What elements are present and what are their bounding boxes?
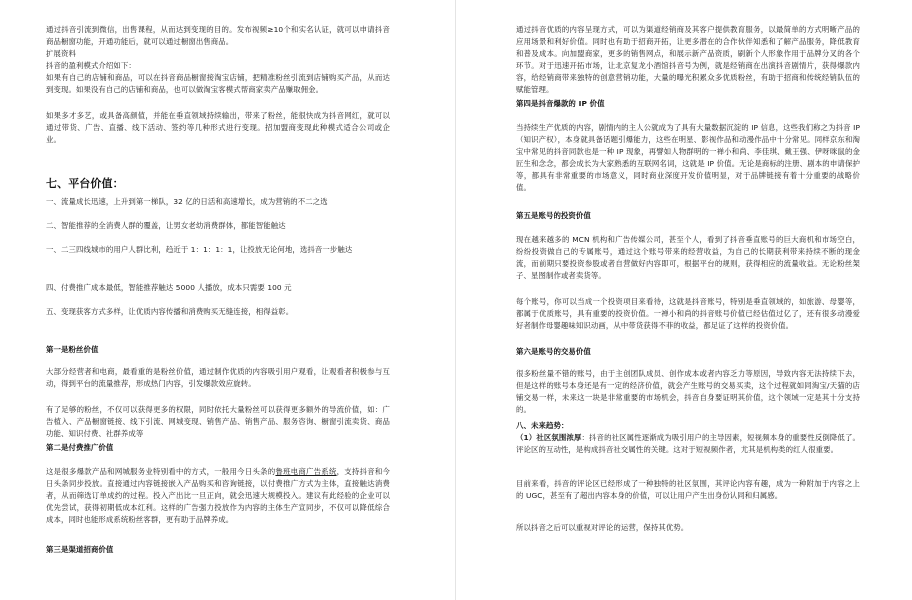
fans-value-heading: 第一是粉丝价值 (46, 345, 99, 354)
account-investment-paragraph-2: 每个账号，你可以当成一个投资项目来看待，这就是抖音账号，特别是垂直领域的，如旅游、母婴等，都属于优质账号，具有重要的投资价值。一禅小和尚的抖音账号价值已经估值过亿了，还有很多动漫爱好者制作母婴趣味知识动画，从中带货获得不菲的收益，都足证了这样的投资价值。 (516, 297, 860, 330)
extended-info-label: 扩展资料 (46, 49, 76, 58)
account-trade-paragraph: 很多粉丝量不错的账号，由于主创团队成员、创作成本或者内容乏力等原因，导致内容无法持续下去，但是这样的账号本身还是有一定的经济价值，就会产生账号的交易买卖，这个过程就如同淘宝/天猫的店铺交易一样，未来这一块是非常重要的市场机会，抖音自身要证明其价值，这个领域一定是其十分支持的。 (516, 369, 860, 414)
page-divider (455, 0, 456, 600)
platform-value-5: 五、变现获客方式多样，让优质内容传播和消费购买无缝连接，相得益彰。 (46, 307, 294, 316)
platform-value-4: 四、付费推广成本最低，智能推荐触达 5000 人播放，成本只需要 100 元 (46, 283, 292, 292)
account-trade-heading: 第六是账号的交易价值 (516, 347, 591, 356)
community-atmosphere-label: （1）社区氛围浓厚 (516, 433, 582, 442)
section-7-heading: 七、平台价值： (46, 177, 124, 190)
paid-promotion-paragraph: 这是很多爆款产品和网城服务业特别看中的方式，一般用今日头条的鲁班电商广告系统，支持抖音和今日头条同步投放。直接通过内容链接嵌入产品购买和咨询链接，以付费推广方式为主体，直接触达消费者，从而筛选订单成约的过程。投入产出比一旦正向，就会迅速大规模投入。建议有此经验的企业可以优先尝试，获得初期低成本红利。这样的广告强力投放作为内容的主体生产宣同步，不仅可以降低综合成本，同时也能形成系统粉丝客群，更有助于品牌养成。 (46, 467, 390, 524)
paid-promotion-heading: 第二是付费推广价值 (46, 443, 114, 452)
ip-value-heading: 第四是抖音爆款的 IP 价值 (516, 99, 605, 108)
fans-value-paragraph-1: 大部分经营者和电商，最看重的是粉丝价值，通过制作优质的内容吸引用户观看，让观看者积极参与互动，得到平台的流量推荐，形成热门内容，引发爆款效应旋转。 (46, 367, 390, 388)
profit-paragraph-2: 如果多才多艺，或具备高颜值，并能在垂直领域持续输出，带来了粉丝，能很快成为抖音网红，就可以通过带货、广告、直播、线下活动、签约等几种形式进行变现。招加盟商变现此种模式适合公司或企业。 (46, 111, 390, 144)
profit-paragraph-1: 如果有自己的店铺和商品，可以在抖音商品橱窗接淘宝店铺，把精准粉丝引流到店铺购买产品，从而达到变现。如果没有自己的店铺和商品，也可以做淘宝客模式帮商家卖产品赚取佣金。 (46, 73, 390, 94)
account-investment-paragraph-1: 现在越来越多的 MCN 机构和广告传媒公司，甚至个人，看到了抖音垂直账号的巨大商机和市场空白，纷纷投资做自己的专属账号，通过这个账号带来的经营收益，为自己的长期获利带来持续不断的现金流，而前期只要投资参股或者自营做好内容即可，根据平台的规则，获得相应的流量收益。无论粉丝架子、星图制作或者卖货等。 (516, 235, 860, 280)
document-page-right (516, 0, 860, 600)
account-investment-heading: 第五是账号的投资价值 (516, 211, 591, 220)
document-page-left (46, 0, 390, 600)
future-trend-paragraph-3: 所以抖音之后可以重视对评论的运营，保持其优势。 (516, 523, 689, 532)
platform-value-2: 二、智能推荐的全消费人群的覆盖，让男女老幼消费群体，都能智能触达 (46, 221, 286, 230)
channel-value-paragraph: 通过抖音优质的内容呈现方式，可以为渠道经销商及其客户提供教育服务，以最简单的方式明晰产品的应用场景和利好价值。同时也有助于招商开拓，让更多潜在的合作伙伴知悉和了解产品服务，降低教育和普及成本。向加盟商家，更多的销售网点，和展示新产品资质，刷新个人形象作用于品牌分叉的各个环节。对于迅速开拓市场，让北京复龙小酒馆抖音号为例，就是经销商在出演抖音剧情片，获得爆款内容，给经销商带来独特的创意营销功能，大量的曝光积累众多优质粉丝，有助于招商和传统经销队伍的赋能管理。 (516, 25, 860, 94)
platform-value-1: 一、流量成长迅速，上升到第一梯队，32 亿的日活和高速增长，成为营销的不二之选 (46, 197, 328, 206)
luban-ad-system-link[interactable]: 鲁班电商广告系统 (275, 467, 337, 476)
future-trend-paragraph-1: （1）社区氛围浓厚：抖音的社区属性逐渐成为吸引用户的主导因素，短视频本身的重要性反倒降低了。评论区的互动性，是构成抖音社交属性的关键。这对于短视频作者，尤其是机构类的红人很重要。 (516, 433, 860, 454)
fans-value-paragraph-2: 有了足够的粉丝，不仅可以获得更多的权限，同时依托大量粉丝可以获得更多额外的导流价值，如：广告植入、产品橱窗链接、线下引流、网城变现、销售产品、销售产品、服务咨询、橱窗引流卖货、商品功能、知识付费、社群养成等 (46, 405, 390, 438)
future-trend-paragraph-2: 目前来看，抖音的评论区已经形成了一种独特的社区氛围，其评论内容有趣，成为一种附加于内容之上的 UGC，甚至有了超出内容本身的价值，可以让用户产生出身份认同和归属感。 (516, 479, 860, 500)
profit-model-title: 抖音的盈利模式介绍如下： (46, 61, 136, 70)
channel-value-heading: 第三是渠道招商价值 (46, 545, 114, 554)
platform-value-3: 一、二三四线城市的用户人群比利，趋近于 1：1：1：1，让投放无论何地，选抖音一步触达 (46, 245, 353, 254)
intro-paragraph: 通过抖音引流到微信，出售课程，从而达到变现的目的。发布视频≥10个和实名认证，就可以申请抖音商品橱窗功能，开通功能后，就可以通过橱窗出售商品。 (46, 25, 390, 46)
future-trend-heading: 八、未来趋势： (516, 421, 569, 430)
ip-value-paragraph: 当持续生产优质的内容，剧情内的主人公就成为了具有大量数据沉淀的 IP 信息，这些我们称之为抖音 IP（知识产权），本身就具备话题引爆能力，这些在明星、影视作品和动漫作品中十分常见。同样京东和淘宝中常见的抖音同款也是一种 IP 现象，再譬如人物群明的一禅小和尚、李佳琪、戴王强、伊呀咪鼠的金匠生和念念，都会成长为大家熟悉的互联网名词，这就是 IP 价值。无论是商标的注册、剧本的申请保护等，都具有非常重要的市场意义，同时商业深度开发价值明显，对于品牌链接有着十分重要的战略价值。 (516, 123, 860, 192)
